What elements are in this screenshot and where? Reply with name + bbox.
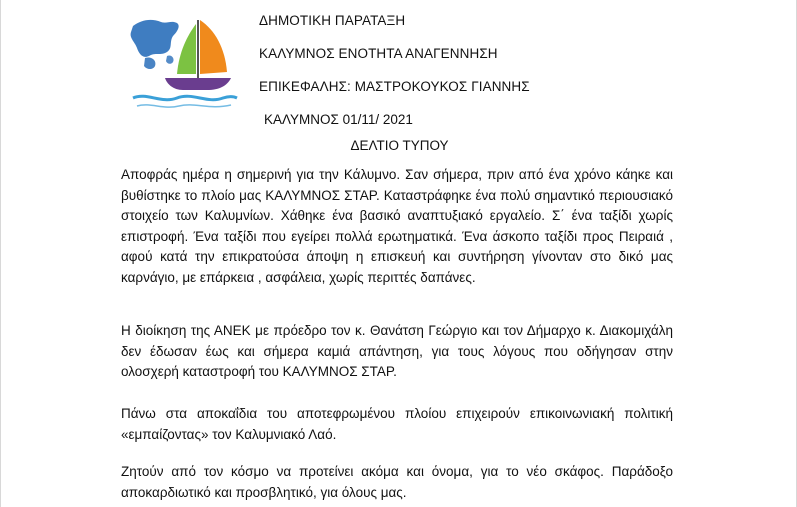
party-leader: ΕΠΙΚΕΦΑΛΗΣ: ΜΑΣΤΡΟΚΟΥΚΟΣ ΓΙΑΝΝΗΣ — [259, 79, 530, 94]
party-subtitle: ΚΑΛΥΜΝΟΣ ΕΝΟΤΗΤΑ ΑΝΑΓΕΝΝΗΣΗ — [259, 46, 498, 61]
body-paragraph-2: Η διοίκηση της ΑΝΕΚ με πρόεδρο τον κ. Θανάτση Γεώργιο και τον Δήμαρχο κ. Διακομιχάλη δεν έδωσαν έως και σήμερα καμιά απάντηση, για τους λόγους που οδήγησαν στην ολοσχερή καταστροφή του ΚΑΛΥΜΝΟΣ ΣΤΑΡ. — [121, 323, 673, 379]
sailboat-logo-icon — [127, 12, 241, 116]
body-paragraph-3: Πάνω στα αποκαΐδια του αποτεφρωμένου πλοίου επιχειρούν επικοινωνιακή πολιτική «εμπαίζοντας» τον Καλυμνιακό Λαό. — [121, 406, 673, 442]
party-name: ΔΗΜΟΤΙΚΗ ΠΑΡΑΤΑΞΗ — [259, 13, 406, 28]
body-paragraph-1: Αποφράς ημέρα η σημερινή για την Κάλυμνο. Σαν σήμερα, πριν από ένα χρόνο κάηκε και βυθίστηκε το πλοίο μας ΚΑΛΥΜΝΟΣ ΣΤΑΡ. Καταστράφηκε ένα πολύ σημαντικό περιουσιακό στοιχείο των Καλυμνίων. Χάθηκε ένα βασικό αναπτυξιακό εργαλείο. Σ΄ ένα ταξίδι χωρίς επιστροφή. Ένα ταξίδι που εγείρει πολλά ερωτηματικά. Ένα άσκοπο ταξίδι προς Πειραιά , αφού κατά την επικρατούσα άποψη η επισκευή και συντήρηση γίνονταν στο δικό μας καρνάγιο, με επάρκεια , ασφάλεια, χωρίς περιττές δαπάνες. — [121, 167, 673, 285]
document-date: ΚΑΛΥΜΝΟΣ 01/11/ 2021 — [264, 112, 413, 127]
document-title: ΔΕΛΤΙΟ ΤΥΠΟΥ — [350, 138, 449, 153]
body-paragraph-4: Ζητούν από τον κόσμο να προτείνει ακόμα και όνομα, για το νέο σκάφος. Παράδοξο αποκαρδιωτικό και προσβλητικό, για όλους μας. — [121, 464, 673, 500]
